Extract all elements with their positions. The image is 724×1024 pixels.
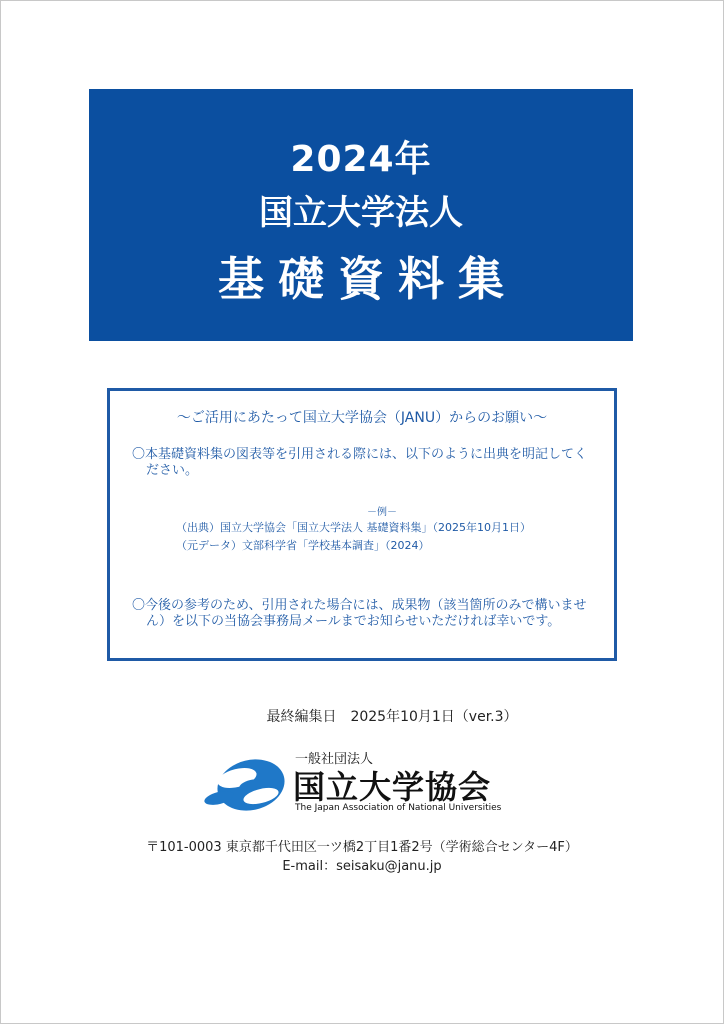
janu-logo (203, 748, 523, 820)
cover-title: 基礎資料集 (218, 252, 518, 306)
notice-item-citation: 〇本基礎資料集の図表等を引用される際には、以下のように出典を明記してください。 (132, 447, 588, 478)
cover-year: 2024年 (290, 139, 432, 180)
contact-address: 〒101‐0003 東京都千代田区一ツ橋2丁目1番2号（学術総合センター4F） (146, 840, 578, 855)
cover-org: 国立大学法人 (259, 193, 463, 233)
logo-name: 国立大学協会 (293, 768, 492, 806)
notice-heading: ～ご活用にあたって国立大学協会（JANU）からのお願い～ (176, 410, 548, 426)
example-original-data-line: （元データ）文部科学省「学校基本調査」（2024） (176, 539, 430, 552)
example-source-line: （出典）国立大学協会「国立大学法人 基礎資料集」（2025年10月1日） (176, 521, 531, 534)
notice-item-report: 〇今後の参考のため、引用された場合には、成果物（該当箇所のみで構いません）を以下の当協会事務局メールまでお知らせいただければ幸いです。 (132, 598, 587, 629)
contact-email: E-mail：seisaku@janu.jp (282, 859, 442, 874)
example-label: －例－ (367, 507, 397, 518)
logo-prefix: 一般社団法人 (295, 752, 374, 767)
logo-english-name: The Japan Association of National Universities (295, 803, 502, 813)
last-edited-date: 最終編集日 2025年10月1日（ver.3） (266, 709, 518, 725)
notice-box (107, 388, 617, 661)
janu-logo-mark-icon (203, 756, 287, 814)
title-banner (89, 89, 633, 341)
